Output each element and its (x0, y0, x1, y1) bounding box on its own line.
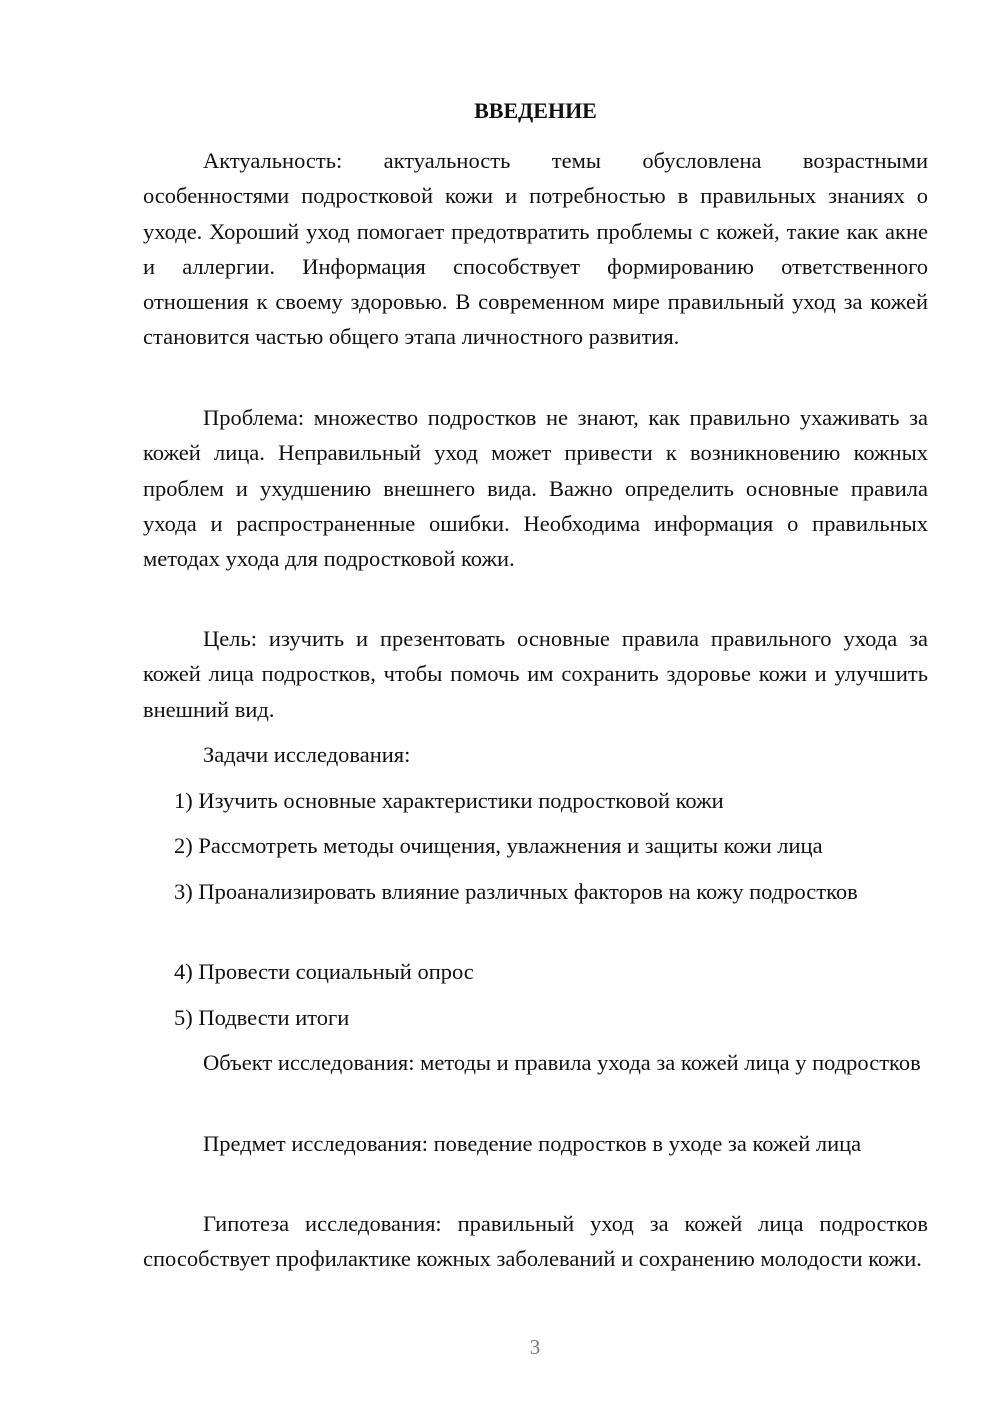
task-item-5: 5) Подвести итоги (174, 1005, 350, 1030)
subject-paragraph: Предмет исследования: поведение подростков в уходе за кожей лица (203, 1131, 862, 1156)
object-paragraph: Объект исследования: методы и правила ухода за кожей лица у подростков (203, 1050, 921, 1075)
page-title: ВВЕДЕНИЕ (474, 98, 597, 123)
task-item-3: 3) Проанализировать влияние различных факторов на кожу подростков (174, 879, 858, 904)
hypothesis-paragraph: Гипотеза исследования: правильный уход за кожей лица подростков способствует профилактике кожных заболеваний и сохранению молодости кожи. (143, 1211, 928, 1272)
page-number: 3 (529, 1335, 541, 1359)
task-item-1: 1) Изучить основные характеристики подростковой кожи (174, 788, 724, 813)
goal-paragraph: Цель: изучить и презентовать основные правила правильного ухода за кожей лица подростков, чтобы помочь им сохранить здоровье кожи и улучшить внешний вид. (143, 626, 928, 722)
relevance-paragraph: Актуальность: актуальность темы обусловлена возрастными особенностями подростковой кожи и потребностью в правильных знаниях о уходе. Хороший уход помогает предотвратить проблемы с кожей, такие как акне и аллергии. Информация способствует формированию ответственного отношения к своему здоровью. В современном мире правильный уход за кожей становится частью общего этапа личностного развития. (143, 148, 928, 350)
problem-paragraph: Проблема: множество подростков не знают, как правильно ухаживать за кожей лица. Неправильный уход может привести к возникновению кожных проблем и ухудшению внешнего вида. Важно определить основные правила ухода и распространенные ошибки. Необходима информация о правильных методах ухода для подростковой кожи. (143, 405, 928, 572)
task-item-4: 4) Провести социальный опрос (174, 959, 474, 984)
tasks-heading: Задачи исследования: (203, 742, 411, 767)
task-item-2: 2) Рассмотреть методы очищения, увлажнения и защиты кожи лица (174, 833, 823, 858)
